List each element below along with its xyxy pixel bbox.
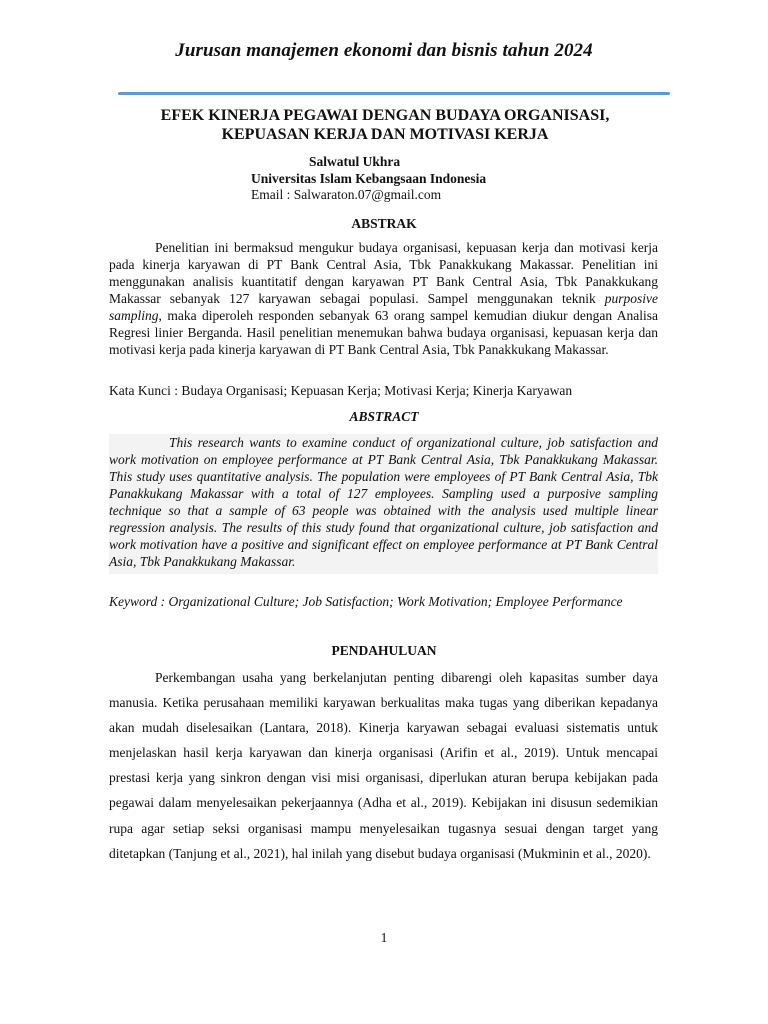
abstrak-text-2: , maka diperoleh responden sebanyak 63 orang sampel kemudian diukur dengan Analisa Regresi linier Berganda. Hasil penelitian menemukan bahwa budaya organisasi, kepuasan kerja dan motivasi kerja pada kinerja karyawan di PT Bank Central Asia, Tbk Panakkukang Makassar. (109, 308, 658, 357)
page-number: 1 (380, 930, 388, 945)
author-affiliation: Universitas Islam Kebangsaan Indonesia (251, 171, 487, 186)
abstract-keywords: Keyword : Organizational Culture; Job Satisfaction; Work Motivation; Employee Performance (109, 594, 623, 609)
abstrak-keywords: Kata Kunci : Budaya Organisasi; Kepuasan Kerja; Motivasi Kerja; Kinerja Karyawan (109, 383, 573, 398)
abstract-heading: ABSTRACT (349, 409, 419, 424)
journal-header: Jurusan manajemen ekonomi dan bisnis tahun 2024 (175, 40, 593, 61)
pendahuluan-body: Perkembangan usaha yang berkelanjutan penting dibarengi oleh kapasitas sumber daya manusia. Ketika perusahaan memiliki karyawan berkualitas maka tugas yang diberikan kepadanya akan mudah diselesaikan (Lantara, 2018). Kinerja karyawan sebagai evaluasi sistematis untuk menjelaskan hasil kerja karyawan dan kinerja organisasi (Arifin et al., 2019). Untuk mencapai prestasi kerja yang sinkron dengan visi misi organisasi, diperlukan aturan berupa kebijakan pada pegawai dalam menyelesaikan pekerjaannya (Adha et al., 2019). Kebijakan ini disusun sedemikian rupa agar setiap seksi organisasi mampu menyelesaikan tugasnya sesuai dengan target yang ditetapkan (Tanjung et al., 2021), hal inilah yang disebut budaya organisasi (Mukminin et al., 2020). (109, 670, 658, 861)
title-line-2: KEPUASAN KERJA DAN MOTIVASI KERJA (221, 126, 549, 143)
author-email: Email : Salwaraton.07@gmail.com (251, 187, 442, 202)
abstract-body: This research wants to examine conduct of organizational culture, job satisfaction and work motivation on employee performance at PT Bank Central Asia, Tbk Panakkukang Makassar. This study uses quantitative analysis. The population were employees of PT Bank Central Asia, Tbk Panakkukang Makassar with a total of 127 employees. Sampling used a purposive sampling technique so that a sample of 63 people was obtained with the analysis used multiple linear regression analysis. The results of this study found that organizational culture, job satisfaction and work motivation have a positive and significant effect on employee performance at PT Bank Central Asia, Tbk Panakkukang Makassar. (109, 434, 658, 574)
abstrak-body (109, 239, 658, 358)
abstrak-text-1: Penelitian ini bermaksud mengukur budaya organisasi, kepuasan kerja dan motivasi kerja pada kinerja karyawan di PT Bank Central Asia, Tbk Panakkukang Makassar. Penelitian ini menggunakan analisis kuantitatif dengan karyawan PT Bank Central Asia, Tbk Panakkukang Makassar sebanyak 127 karyawan sebagai populasi. Sampel menggunakan teknik (109, 240, 658, 306)
abstrak-heading: ABSTRAK (351, 216, 417, 231)
paper-title (100, 106, 670, 144)
header-divider (118, 92, 670, 95)
pendahuluan-heading: PENDAHULUAN (331, 643, 437, 658)
author-name: Salwatul Ukhra (309, 154, 401, 169)
title-line-1: EFEK KINERJA PEGAWAI DENGAN BUDAYA ORGANISASI, (160, 107, 610, 124)
abstrak-text-italic: purposive sampling (109, 291, 658, 323)
